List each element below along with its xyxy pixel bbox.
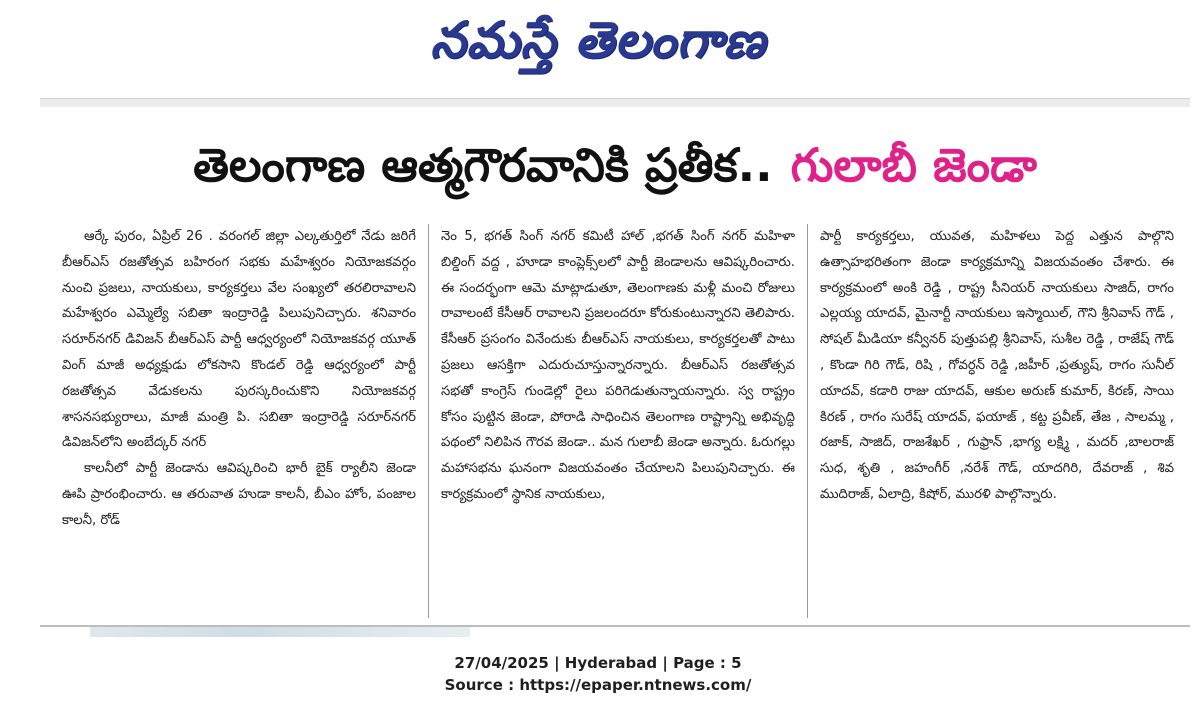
- article-paragraph: నెం 5, భగత్ సింగ్ నగర్ కమిటీ హాల్ ,భగత్ సింగ్ నగర్ మహిళా బిల్డింగ్ వద్ద , హూడా కాంప్లెక్స్‌లలో పార్టీ జెండాలను ఆవిష్కరించారు. ఈ సందర్భంగా ఆమె మాట్లాడుతూ, తెలంగాణకు మళ్లీ మంచి రోజులు రావాలంటే కేసీఆర్ రావాలని ప్రజలందరూ కోరుకుంటున్నారని తెలిపారు. కేసీఆర్ ప్రసంగం వినేందుకు బీఆర్ఎస్ నాయకులు, కార్యకర్తలతో పాటు ప్రజలు ఆసక్తిగా ఎదురుచూస్తున్నారన్నారు. బీఆర్ఎస్ రజతోత్సవ సభతో కాంగ్రెస్ గుండెల్లో రైలు పరిగెడుతున్నాయన్నారు. స్వ రాష్ట్రం కోసం పుట్టిన జెండా, పోరాడి సాధించిన తెలంగాణ రాష్ట్రాన్ని అభివృద్ధి పథంలో నిలిపిన గౌరవ జెండా.. మన గులాబీ జెండా అన్నారు. ఓరుగల్లు మహాసభను ఘనంగా విజయవంతం చేయాలని పిలుపునిచ్చారు. ఈ కార్యక్రమంలో స్థానిక నాయకులు,: [441, 229, 795, 502]
- next-article-image-strip: [90, 627, 470, 637]
- article-column-2: [428, 224, 807, 618]
- article-headline: [40, 126, 1190, 216]
- article-column-1: [50, 224, 428, 618]
- masthead-divider: [40, 98, 1190, 107]
- headline-main-text: తెలంగాణ ఆత్మగౌరవానికి ప్రతీక..: [193, 138, 773, 192]
- article-column-3: [807, 224, 1186, 618]
- masthead: [0, 0, 1196, 92]
- newspaper-logo: నమస్తే తెలంగాణ: [430, 10, 766, 69]
- source-url-line: Source : https://epaper.ntnews.com/: [444, 676, 752, 694]
- article-paragraph: పార్టీ కార్యకర్తలు, యువత, మహిళలు పెద్ద ఎత్తున పాల్గొని ఉత్సాహభరితంగా జెండా కార్యక్రమాన్ని విజయవంతం చేశారు. ఈ కార్యక్రమంలో అంకి రెడ్డి , రాష్ట్ర సీనియర్ నాయకులు సాజిద్, రాగం ఎల్లయ్య యాదవ్, మైనార్టీ నాయకులు ఇస్మాయిల్, గౌని శ్రీనివాస్ గౌడ్ , సోషల్ మీడియా కన్వీనర్ పుత్తుపల్లి శ్రీనివాస్, సుశీల రెడ్డి , రాజేష్ గౌడ్ , కొండా గిరి గౌడ్, రిషి , గోవర్ధన్ రెడ్డి ,జహీర్ ,ప్రత్యుష్, రాగం సునీల్ యాదవ్, కడారి రాజు యాదవ్, ఆకుల అరుణ్ కుమార్, కిరణ్, సాయి కిరణ్ , రాగం సురేష్ యాదవ్, ఫయాజ్ , కట్ట ప్రవీణ్, తేజ , సాలమ్మ , రజాక్, సాజిద్, రాజశేఖర్ , గుఫ్రాన్ ,భాగ్య లక్ష్మి , మదర్ ,బాలరాజ్ సుధ, శృతి , జహంగీర్ ,నరేశ్ గౌడ్, యాదగిరి, దేవరాజ్ , శివ ముదిరాజ్, ఏలాద్రి, కిషోర్, మురళి పాల్గొన్నారు.: [820, 229, 1174, 502]
- article-panel: [40, 108, 1190, 626]
- edition-date-line: 27/04/2025 | Hyderabad | Page : 5: [454, 654, 742, 672]
- article-paragraph: కాలనీలో పార్టీ జెండాను ఆవిష్కరించి భారీ బైక్ ర్యాలీని జెండా ఊపి ప్రారంభించారు. ఆ తరువాత హుడా కాలనీ, బీఎం హోం, పంజాల కాలనీ, రోడ్: [62, 461, 416, 528]
- article-paragraph: ఆర్కే పురం, ఏప్రిల్ 26 . వరంగల్ జిల్లా ఎల్కతుర్తిలో నేడు జరిగే బీఆర్ఎస్ రజతోత్సవ బహిరంగ సభకు మహేశ్వరం నియోజకవర్గం నుంచి ప్రజలు, నాయకులు, కార్యకర్తలు వేల సంఖ్యలో తరలిరావాలని మహేశ్వరం ఎమ్మెల్యే సబితా ఇంద్రారెడ్డి పిలుపునిచ్చారు. శనివారం సరూర్‌నగర్ డివిజన్ బీఆర్ఎస్ పార్టీ ఆధ్వర్యంలో నియోజకవర్గ యూత్ వింగ్ మాజీ అధ్యక్షుడు లోకసాని కొండల్ రెడ్డి ఆధ్వర్యంలో పార్టీ రజతోత్సవ వేడుకలను పురస్కరించుకొని నియోజకవర్గ శాసనసభ్యురాలు, మాజీ మంత్రి పి. సబితా ఇంద్రారెడ్డి సరూర్‌నగర్ డివిజన్‌లోని అంబేద్కర్ నగర్: [62, 229, 416, 451]
- article-body: [50, 224, 1186, 618]
- headline-accent-text: గులాబీ జెండా: [790, 138, 1037, 192]
- source-footer: [0, 652, 1196, 696]
